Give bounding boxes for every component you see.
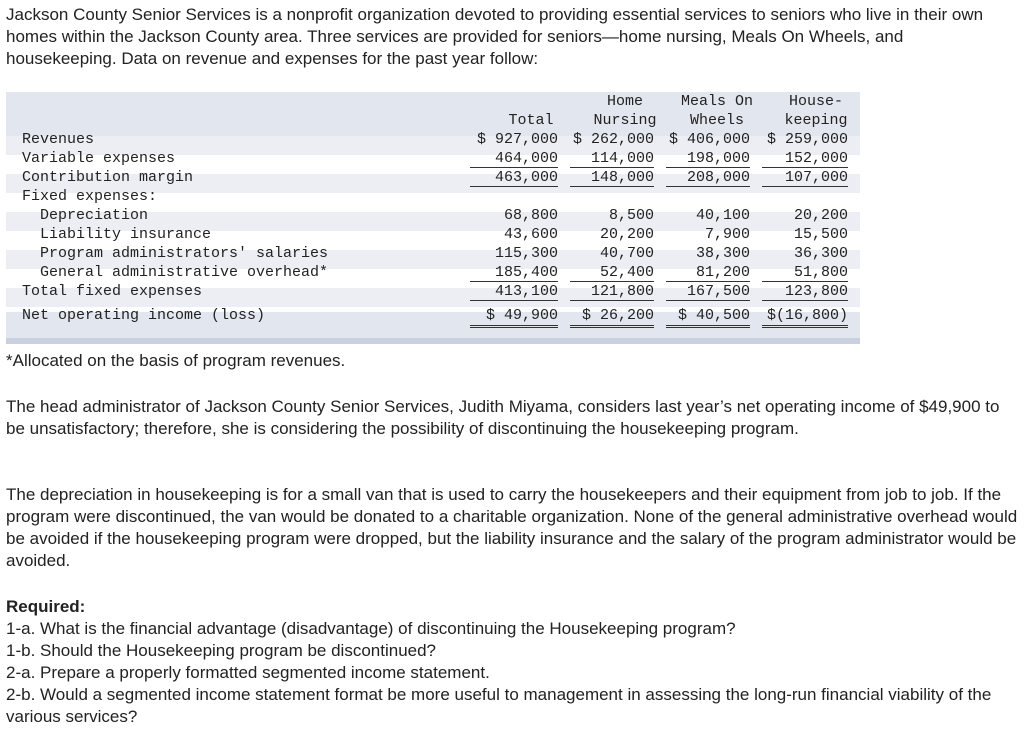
total-fixed-expenses-meals-on-wheels: 167,500 <box>666 282 750 301</box>
general-admin-overhead-total: 185,400 <box>470 263 558 282</box>
row-label-depreciation: Depreciation <box>40 207 149 224</box>
total-fixed-expenses-home-nursing: 121,800 <box>570 282 654 301</box>
liability-insurance-total: 43,600 <box>503 226 558 243</box>
header-home-nursing <box>580 92 670 130</box>
variable-expenses-meals-on-wheels: 198,000 <box>666 149 750 168</box>
net-operating-income-home-nursing: $ 26,200 <box>570 306 654 328</box>
variable-expenses-total: 464,000 <box>470 149 558 168</box>
liability-insurance-housekeeping: 15,500 <box>793 226 848 243</box>
header-total-line1: Total <box>508 112 554 129</box>
program-admin-salaries-total: 115,300 <box>494 245 558 262</box>
header-housekeeping-line2: keeping <box>784 112 848 129</box>
row-label-fixed-expenses: Fixed expenses: <box>22 188 158 205</box>
intro-paragraph: Jackson County Senior Services is a nonprofit organization devoted to providing essential services to seniors who live in their own homes within the Jackson County area. Three services are provided for seniors—home nursing, Meals On Wheels, and housekeeping. Data on revenue and expenses for the past year follow: <box>6 5 984 68</box>
header-housekeeping <box>778 92 854 130</box>
header-home-nursing-line2: Nursing <box>593 112 657 129</box>
contribution-margin-housekeeping: 107,000 <box>762 168 848 187</box>
row-label-liability-insurance: Liability insurance <box>40 226 212 243</box>
row-label-contribution-margin: Contribution margin <box>22 169 194 186</box>
depreciation-total: 68,800 <box>503 207 558 224</box>
revenues-home-nursing: $ 262,000 <box>572 131 654 148</box>
depreciation-meals-on-wheels: 40,100 <box>695 207 750 224</box>
net-operating-income-housekeeping: $(16,800) <box>762 306 848 328</box>
revenues-meals-on-wheels: $ 406,000 <box>668 131 750 148</box>
header-total <box>496 111 566 130</box>
program-admin-salaries-home-nursing: 40,700 <box>599 245 654 262</box>
depreciation-housekeeping: 20,200 <box>793 207 848 224</box>
required-item-1b: 1-b. Should the Housekeeping program be discontinued? <box>6 641 437 660</box>
revenues-housekeeping: $ 259,000 <box>766 131 848 148</box>
net-operating-income-meals-on-wheels: $ 40,500 <box>666 306 750 328</box>
required-item-1a: 1-a. What is the financial advantage (disadvantage) of discontinuing the Housekeeping program? <box>6 619 736 638</box>
row-label-program-admin-salaries: Program administrators' salaries <box>40 245 329 262</box>
liability-insurance-meals-on-wheels: 7,900 <box>704 226 750 243</box>
general-admin-overhead-home-nursing: 52,400 <box>570 263 654 282</box>
header-meals-line1: Meals On <box>680 93 753 110</box>
income-statement-table <box>6 92 860 344</box>
row-label-general-admin-overhead: General administrative overhead* <box>40 264 329 281</box>
total-fixed-expenses-total: 413,100 <box>470 282 558 301</box>
general-admin-overhead-housekeeping: 51,800 <box>762 263 848 282</box>
contribution-margin-home-nursing: 148,000 <box>570 168 654 187</box>
contribution-margin-meals-on-wheels: 208,000 <box>666 168 750 187</box>
row-label-total-fixed-expenses: Total fixed expenses <box>22 283 203 300</box>
row-label-revenues: Revenues <box>22 131 95 148</box>
net-operating-income-total: $ 49,900 <box>470 306 558 328</box>
row-label-net-operating-income: Net operating income (loss) <box>22 307 266 324</box>
total-fixed-expenses-housekeeping: 123,800 <box>762 282 848 301</box>
header-housekeeping-line1: House- <box>788 93 843 110</box>
header-meals-on-wheels <box>670 92 764 130</box>
contribution-margin-total: 463,000 <box>470 168 558 187</box>
variable-expenses-housekeeping: 152,000 <box>762 149 848 168</box>
footnote: *Allocated on the basis of program revenues. <box>6 351 346 370</box>
required-title: Required: <box>6 597 86 616</box>
variable-expenses-home-nursing: 114,000 <box>570 149 654 168</box>
program-admin-salaries-housekeeping: 36,300 <box>793 245 848 262</box>
general-admin-overhead-meals-on-wheels: 81,200 <box>666 263 750 282</box>
required-section <box>6 596 1018 728</box>
header-meals-line2: Wheels <box>689 112 744 129</box>
liability-insurance-home-nursing: 20,200 <box>599 226 654 243</box>
administrator-paragraph: The head administrator of Jackson County Senior Services, Judith Miyama, considers last year’s net operating income of $49,900 to be unsatisfactory; therefore, she is considering the possibility of discontinuing the housekeeping program. <box>6 397 1000 438</box>
required-item-2b: 2-b. Would a segmented income statement format be more useful to management in assessing the long-run financial viability of the various services? <box>6 685 992 726</box>
program-admin-salaries-meals-on-wheels: 38,300 <box>695 245 750 262</box>
depreciation-home-nursing: 8,500 <box>608 207 654 224</box>
table-bottom-bar <box>6 338 860 344</box>
header-home-nursing-line1: Home <box>606 93 643 110</box>
required-item-2a: 2-a. Prepare a properly formatted segmented income statement. <box>6 663 490 682</box>
depreciation-paragraph: The depreciation in housekeeping is for a small van that is used to carry the housekeepers and their equipment from job to job. If the program were discontinued, the van would be donated to a charitable organization. None of the general administrative overhead would be avoided if the housekeeping program were dropped, but the liability insurance and the salary of the program administrator would be avoided. <box>6 485 1018 570</box>
row-label-variable-expenses: Variable expenses <box>22 150 176 167</box>
revenues-total: $ 927,000 <box>476 131 558 148</box>
